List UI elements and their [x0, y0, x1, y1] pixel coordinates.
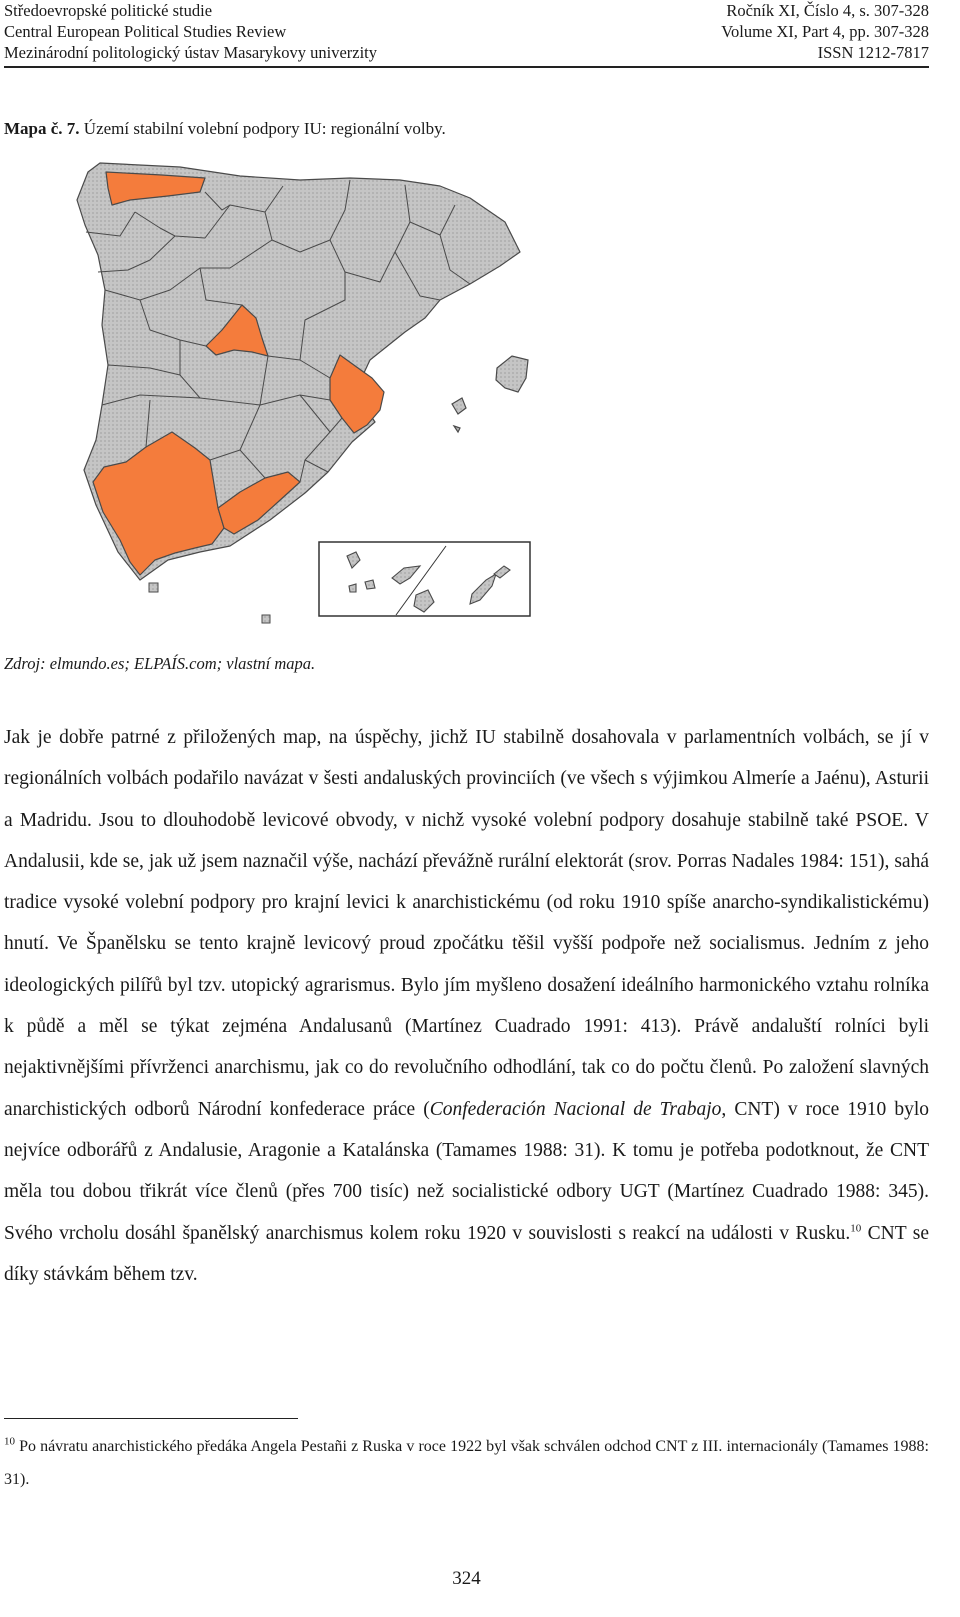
footnote-ref[interactable]: 10	[850, 1222, 862, 1235]
institute-name: Mezinárodní politologický ústav Masarykovy univerzity	[4, 43, 378, 62]
enclave-melilla	[262, 615, 270, 623]
figure-source: Zdroj: elmundo.es; ELPAÍS.com; vlastní mapa.	[4, 654, 316, 673]
body-text-part-c: CNT se díky stávkám během tzv.	[4, 1222, 929, 1285]
island-ibiza	[452, 398, 466, 414]
volume-info-en: Volume XI, Part 4, pp. 307-328	[721, 22, 929, 41]
header-row-3	[4, 42, 929, 63]
footnote-text: Po návratu anarchistického předáka Angela Pestañi z Ruska v roce 1922 byl však schválen odchod CNT z III. internacionály (Tamames 1988: 31).	[4, 1438, 929, 1488]
issn: ISSN 1212-7817	[817, 43, 929, 62]
island-formentera	[454, 426, 460, 432]
page-header	[4, 0, 929, 68]
header-row-1	[4, 0, 929, 21]
footnote	[4, 1430, 929, 1496]
figure-title: Území stabilní volební podpory IU: regionální volby.	[83, 119, 446, 138]
body-text	[4, 717, 929, 1295]
body-text-part-b: , CNT) v roce 1910 bylo nejvíce odborářů z Andalusie, Aragonie a Katalánska (Tamames 1988: 31). K tomu je potřeba podotknout, že CNT měla tou dobou třikrát více členů (přes 700 tisíc) než socialistické odbory UGT (Martínez Cuadrado 1988: 345). Svého vrcholu dosáhl španělský anarchismus kolem roku 1920 v souvislosti s reakcí na události v Rusku.	[4, 1098, 929, 1244]
island-la-gomera	[365, 580, 375, 589]
page-number: 324	[452, 1568, 481, 1589]
volume-info-cz: Ročník XI, Číslo 4, s. 307-328	[726, 1, 929, 20]
figure-caption	[4, 119, 446, 139]
journal-title-cz: Středoevropské politické studie	[4, 1, 213, 20]
island-mallorca	[496, 356, 528, 392]
body-text-part-a: Jak je dobře patrné z přiložených map, na úspěchy, jichž IU stabilně dosahovala v parlamentních volbách, se jí v regionálních volbách podařilo navázat v šesti andaluských provinciích (ve všech s výjimkou Almeríe a Jaénu), Asturii a Madridu. Jsou to dlouhodobě levicové obvody, v nichž vysoké volební podpory dosahuje stabilně také PSOE. V Andalusii, kde se, jak už jsem naznačil výše, nachází převážně rurální elektorát (srov. Porras Nadales 1984: 151), sahá tradice vysoké volební podpory pro krajní levici k anarchistickému (od roku 1910 spíše anarcho-syndikalistickému) hnutí. Ve Španělsku se tento krajně levicový proud zpočátku těšil vyšší podpoře než socialismus. Jedním z jeho ideologických pilířů byl tzv. utopický agrarismus. Bylo jím myšleno dosažení ideálního harmonického vztahu rolníka k půdě a měl se týkat zejména Andalusanů (Martínez Cuadrado 1991: 413). Právě andaluští rolníci byli nejaktivnějšími přívrženci anarchismu, jak co do revolučního odhodlání, tak co do počtu členů. Po založení slavných anarchistických odborů Národní konfederace práce (	[4, 727, 929, 1120]
cnt-full-name: Confederación Nacional de Trabajo	[429, 1098, 722, 1120]
footnote-rule	[4, 1418, 298, 1419]
figure-label: Mapa č. 7.	[4, 119, 80, 138]
body-paragraph	[4, 717, 929, 1295]
header-row-2	[4, 21, 929, 42]
journal-title-en: Central European Political Studies Review	[4, 22, 287, 41]
island-el-hierro	[349, 584, 356, 592]
spain-region-map	[0, 150, 540, 640]
enclave-ceuta	[149, 583, 158, 592]
header-rule	[4, 66, 929, 68]
footnote-number: 10	[4, 1435, 15, 1448]
